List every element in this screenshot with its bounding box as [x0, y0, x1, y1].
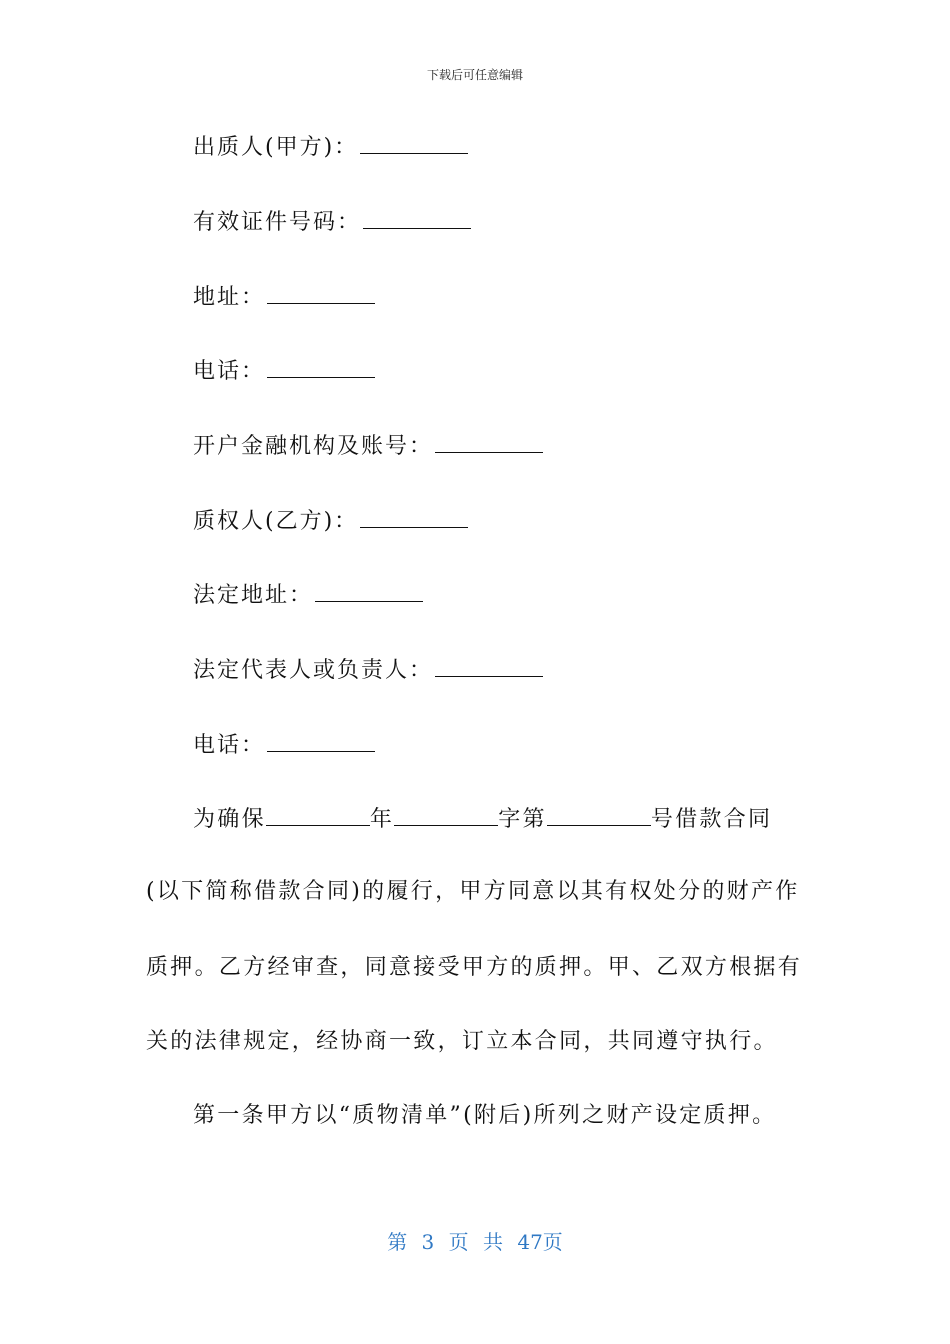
paragraph-1-line-4: 关的法律规定，经协商一致，订立本合同，共同遵守执行。 [146, 1029, 778, 1054]
field-label: 地址： [193, 285, 266, 310]
field-bank-account [193, 430, 543, 462]
field-address [193, 281, 375, 313]
field-legal-representative [193, 654, 543, 686]
fill-blank [315, 579, 423, 602]
field-legal-address [193, 579, 423, 611]
fill-blank [360, 505, 468, 528]
field-label: 出质人(甲方)： [193, 135, 359, 160]
fill-blank [360, 131, 468, 154]
field-id-number [193, 206, 471, 238]
header-note: 下载后可任意编辑 [426, 68, 523, 82]
field-label: 法定代表人或负责人： [193, 658, 434, 683]
field-label: 开户金融机构及账号： [193, 434, 434, 459]
page-footer: 第 3 页 共 47页 [387, 1230, 563, 1254]
field-label: 质权人(乙方)： [193, 509, 359, 534]
field-phone-a [193, 355, 375, 387]
field-phone-b [193, 729, 375, 761]
text-segment: 号借款合同 [650, 807, 773, 832]
fill-blank [435, 430, 543, 453]
paragraph-1-line-3: 质押。乙方经审查，同意接受甲方的质押。甲、乙双方根据有 [146, 955, 803, 980]
text-segment: 字第 [498, 807, 547, 832]
fill-blank [435, 654, 543, 677]
text-segment: 为确保 [193, 807, 266, 832]
text-segment: 年 [369, 807, 395, 832]
fill-blank [266, 803, 370, 826]
fill-blank [267, 355, 375, 378]
fill-blank [267, 729, 375, 752]
field-label: 电话： [193, 733, 266, 758]
fill-blank [267, 281, 375, 304]
fill-blank [394, 803, 498, 826]
field-label: 电话： [193, 359, 266, 384]
field-label: 有效证件号码： [193, 210, 362, 235]
paragraph-1-line-1 [193, 803, 843, 835]
fill-blank [547, 803, 651, 826]
field-pledgee [193, 505, 468, 537]
paragraph-1-line-2: (以下简称借款合同)的履行，甲方同意以其有权处分的财产作 [146, 879, 800, 904]
field-pledgor [193, 131, 468, 163]
paragraph-2: 第一条甲方以“质物清单”(附后)所列之财产设定质押。 [193, 1103, 777, 1128]
field-label: 法定地址： [193, 583, 314, 608]
fill-blank [363, 206, 471, 229]
